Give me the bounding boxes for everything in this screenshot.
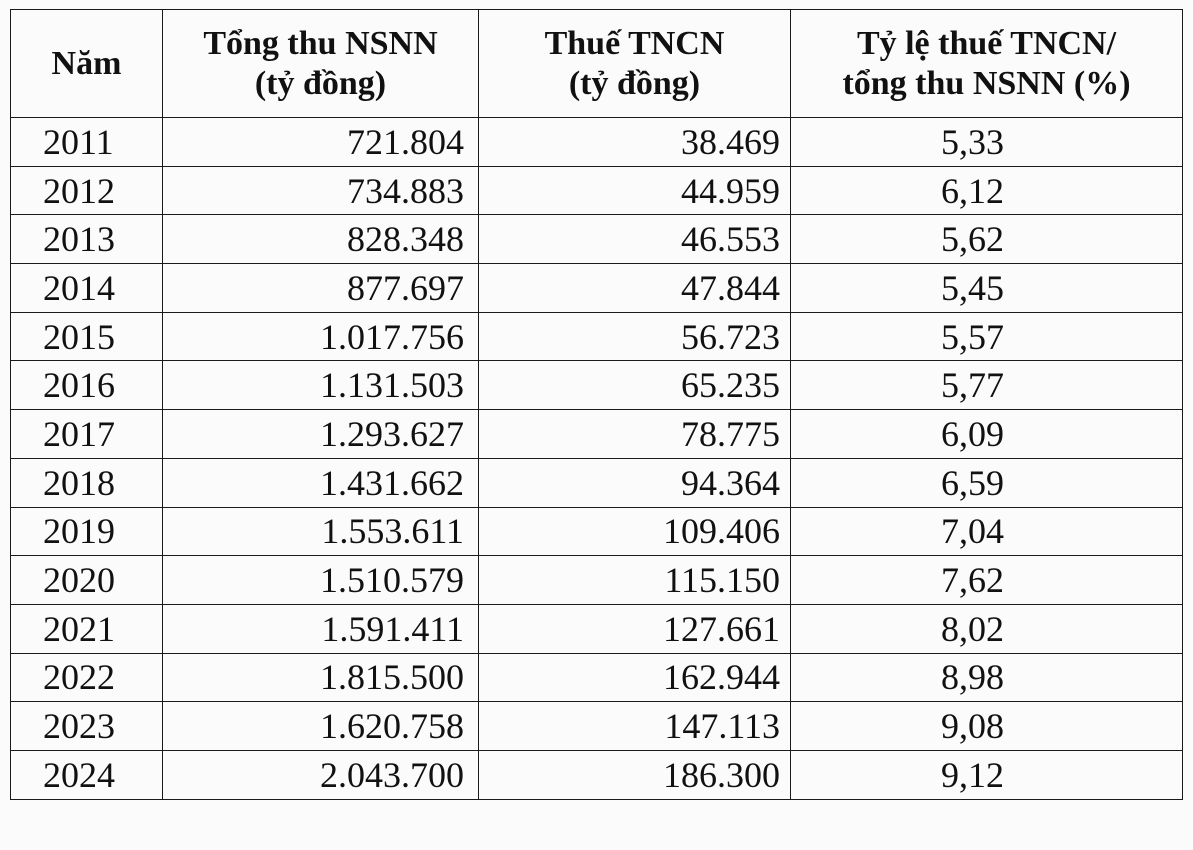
cell-total-revenue: 828.348 — [163, 215, 479, 264]
header-ratio — [791, 10, 1183, 118]
cell-year: 2011 — [11, 118, 163, 167]
cell-year: 2017 — [11, 410, 163, 459]
cell-total-revenue: 734.883 — [163, 166, 479, 215]
header-ratio-line1: Tỷ lệ thuế TNCN/ — [856, 24, 1117, 62]
cell-total-revenue: 1.431.662 — [163, 458, 479, 507]
table-row — [11, 507, 1183, 556]
cell-ratio: 6,59 — [791, 458, 1183, 507]
cell-year: 2013 — [11, 215, 163, 264]
cell-total-revenue: 1.131.503 — [163, 361, 479, 410]
header-total-line2: (tỷ đồng) — [254, 64, 387, 102]
cell-total-revenue: 877.697 — [163, 264, 479, 313]
table-row — [11, 215, 1183, 264]
header-total-revenue — [163, 10, 479, 118]
cell-year: 2019 — [11, 507, 163, 556]
table-row — [11, 702, 1183, 751]
cell-year: 2023 — [11, 702, 163, 751]
cell-ratio: 5,33 — [791, 118, 1183, 167]
table-row — [11, 312, 1183, 361]
cell-year: 2014 — [11, 264, 163, 313]
cell-year: 2016 — [11, 361, 163, 410]
cell-pit: 56.723 — [479, 312, 791, 361]
cell-year: 2015 — [11, 312, 163, 361]
header-total-line1: Tổng thu NSNN — [203, 24, 438, 62]
cell-pit: 127.661 — [479, 604, 791, 653]
cell-pit: 44.959 — [479, 166, 791, 215]
cell-pit: 115.150 — [479, 556, 791, 605]
cell-pit: 65.235 — [479, 361, 791, 410]
cell-ratio: 8,98 — [791, 653, 1183, 702]
cell-pit: 94.364 — [479, 458, 791, 507]
table-row — [11, 166, 1183, 215]
cell-year: 2020 — [11, 556, 163, 605]
header-ratio-line2: tổng thu NSNN (%) — [842, 64, 1131, 102]
cell-total-revenue: 1.591.411 — [163, 604, 479, 653]
table-row — [11, 361, 1183, 410]
table-row — [11, 264, 1183, 313]
cell-total-revenue: 1.815.500 — [163, 653, 479, 702]
cell-total-revenue: 1.553.611 — [163, 507, 479, 556]
cell-pit: 47.844 — [479, 264, 791, 313]
cell-ratio: 5,45 — [791, 264, 1183, 313]
cell-total-revenue: 721.804 — [163, 118, 479, 167]
cell-pit: 186.300 — [479, 750, 791, 799]
cell-total-revenue: 1.620.758 — [163, 702, 479, 751]
cell-ratio: 6,12 — [791, 166, 1183, 215]
header-pit-line2: (tỷ đồng) — [568, 64, 701, 102]
cell-ratio: 9,12 — [791, 750, 1183, 799]
cell-total-revenue: 1.017.756 — [163, 312, 479, 361]
cell-total-revenue: 1.293.627 — [163, 410, 479, 459]
header-year — [11, 10, 163, 118]
cell-ratio: 5,77 — [791, 361, 1183, 410]
cell-pit: 162.944 — [479, 653, 791, 702]
cell-ratio: 8,02 — [791, 604, 1183, 653]
cell-pit: 147.113 — [479, 702, 791, 751]
header-pit-line1: Thuế TNCN — [544, 24, 725, 62]
cell-ratio: 5,57 — [791, 312, 1183, 361]
cell-pit: 109.406 — [479, 507, 791, 556]
cell-ratio: 5,62 — [791, 215, 1183, 264]
tax-revenue-table — [10, 9, 1183, 800]
cell-ratio: 7,62 — [791, 556, 1183, 605]
table-header — [11, 10, 1183, 118]
table-row — [11, 604, 1183, 653]
cell-total-revenue: 2.043.700 — [163, 750, 479, 799]
cell-pit: 78.775 — [479, 410, 791, 459]
table-row — [11, 653, 1183, 702]
cell-year: 2021 — [11, 604, 163, 653]
table-row — [11, 458, 1183, 507]
cell-ratio: 9,08 — [791, 702, 1183, 751]
table-row — [11, 750, 1183, 799]
cell-pit: 38.469 — [479, 118, 791, 167]
header-year-label: Năm — [51, 44, 122, 82]
table-row — [11, 556, 1183, 605]
cell-year: 2024 — [11, 750, 163, 799]
header-pit — [479, 10, 791, 118]
cell-year: 2018 — [11, 458, 163, 507]
cell-ratio: 6,09 — [791, 410, 1183, 459]
cell-total-revenue: 1.510.579 — [163, 556, 479, 605]
cell-year: 2012 — [11, 166, 163, 215]
table-body — [11, 118, 1183, 800]
cell-ratio: 7,04 — [791, 507, 1183, 556]
header-row — [11, 10, 1183, 118]
cell-pit: 46.553 — [479, 215, 791, 264]
table-row — [11, 410, 1183, 459]
table-row — [11, 118, 1183, 167]
cell-year: 2022 — [11, 653, 163, 702]
